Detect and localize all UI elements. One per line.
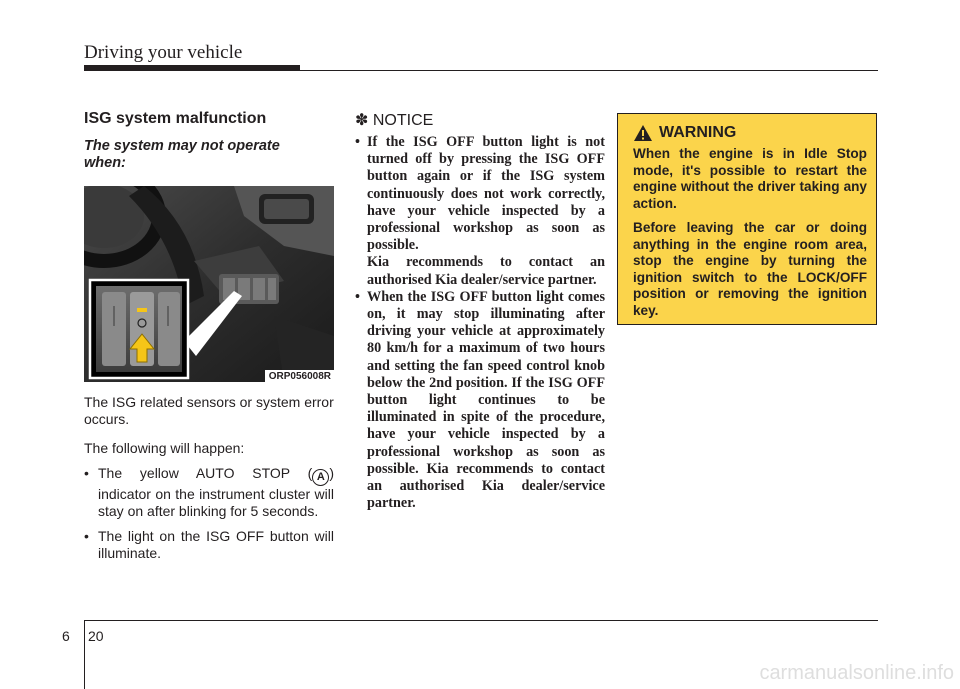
notice-list xyxy=(355,134,605,512)
left-column xyxy=(84,110,334,570)
consequence-list xyxy=(84,465,334,562)
warning-box xyxy=(617,113,877,325)
header-rule-thin xyxy=(300,70,878,71)
paragraph-error: The ISG related sensors or system error occurs. xyxy=(84,394,334,427)
header-rule-thick xyxy=(84,65,300,71)
warning-heading xyxy=(633,124,867,142)
dashboard-photo xyxy=(84,186,334,382)
notice-heading: ✽ NOTICE xyxy=(355,112,434,129)
warning-text-engine-room: Before leaving the car or doing anything in the engine room area, stop the engine by turning the ignition switch to the LOCK/OFF position or removing the ignition key. xyxy=(633,220,867,318)
footer-divider xyxy=(84,620,85,689)
section-title: ISG system malfunction xyxy=(84,110,267,127)
list-item: • The yellow AUTO STOP ( A ) indicator on the instrument cluster will stay on after blinking for 5 seconds. xyxy=(84,465,334,520)
watermark: carmanualsonline.info xyxy=(759,662,954,684)
warning-text-idle-stop: When the engine is in Idle Stop mode, it's possible to restart the engine without the driver taking any action. xyxy=(633,146,867,211)
warning-triangle-icon xyxy=(633,124,653,142)
list-item: • The light on the ISG OFF button will illuminate. xyxy=(84,528,334,562)
footer-rule xyxy=(84,620,878,621)
list-item: • When the ISG OFF button light comes on, it may stop illuminating after driving your vehicle at approximately 80 km/h for a maximum of two hours and setting the fan speed control knob below the 2nd position. If the ISG OFF button light continues to be illuminated in spite of the procedure, have your vehicle inspected by a professional workshop as soon as possible. Kia recommends to contact an authorised Kia dealer/service partner. xyxy=(355,289,605,513)
page-header-title: Driving your vehicle xyxy=(84,42,243,63)
auto-stop-indicator-icon: A xyxy=(312,469,329,486)
section-subtitle: The system may not operate when: xyxy=(84,138,280,171)
warning-title: WARNING xyxy=(659,124,737,141)
list-item: • If the ISG OFF button light is not turned off by pressing the ISG OFF button again or if the ISG system continuously does not work correctly, have your vehicle inspected by a professional workshop as soon as possible. Kia recommends to contact an authorised Kia dealer/service partner. xyxy=(355,134,605,289)
chapter-number: 6 xyxy=(62,628,70,644)
page-number: 20 xyxy=(88,628,104,644)
notice-column xyxy=(355,110,605,512)
dashboard-illustration xyxy=(84,186,334,382)
paragraph-following: The following will happen: xyxy=(84,440,245,456)
notice-star-icon: ✽ xyxy=(355,112,369,129)
photo-reference-code: ORP056008R xyxy=(265,370,334,382)
